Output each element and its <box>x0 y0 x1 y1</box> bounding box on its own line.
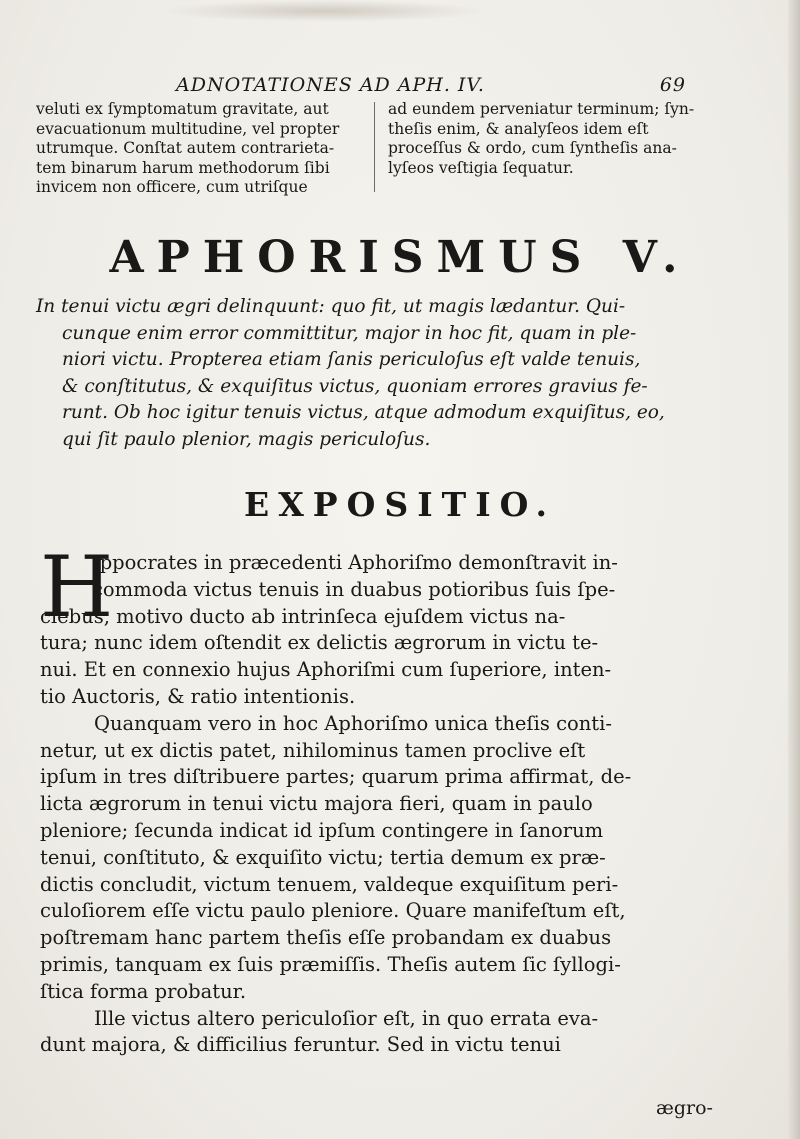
page-binding-edge <box>788 0 800 1139</box>
annotation-line: evacuationum multitudine, vel propter <box>36 119 340 138</box>
exposition-line: dictis concludit, victum tenuem, valdeque exquiſitum peri- <box>40 872 619 896</box>
exposition-line: culoſiorem eſſe victu paulo pleniore. Quare manifeſtum eſt, <box>40 899 626 923</box>
annotation-line: utrumque. Conſtat autem contrarieta- <box>36 139 335 157</box>
page-number: 69 <box>659 74 686 96</box>
annotation-left-column <box>36 100 360 198</box>
aphorism-line: cunque enim error committitur, major in hoc fit, quam in ple- <box>62 322 637 344</box>
exposition-line: licta ægrorum in tenui victu majora fieri, quam in paulo <box>40 792 593 816</box>
annotation-line: invicem non officere, cum utriſque <box>36 178 308 196</box>
annotation-line: lyſeos veſtigia ſequatur. <box>388 158 574 177</box>
page-stain <box>160 0 490 22</box>
aphorism-title: APHORISMUS V. <box>109 232 691 283</box>
catchword: ægro- <box>656 1097 713 1119</box>
exposition-line: netur, ut ex dictis patet, nihilominus tamen proclive eſt <box>40 738 586 762</box>
aphorism-line: runt. Ob hoc igitur tenuis victus, atque admodum exquiſitus, eo, <box>62 402 665 423</box>
exposition-line: ipſum in tres diſtribuere partes; quarum prima affirmat, de- <box>40 765 632 789</box>
exposition-line: pleniore; ſecunda indicat id ipſum contingere in ſanorum <box>40 818 604 842</box>
exposition-line: primis, tanquam ex ſuis præmiſſis. Theſis autem ſic ſyllogi- <box>40 952 621 976</box>
annotation-columns <box>36 100 716 196</box>
exposition-line: Ille victus altero periculoſior eſt, in quo errata eva- <box>94 1006 599 1030</box>
exposition-line: Ippocrates in præcedenti Aphoriſmo demonſtravit in- <box>92 551 618 574</box>
exposition-text <box>40 538 712 1059</box>
column-divider <box>374 102 375 192</box>
exposition-line: ſtica forma probatur. <box>40 979 247 1003</box>
aphorism-line: & conſtitutus, & exquiſitus victus, quoniam errores gravius fe- <box>62 375 648 397</box>
aphorism-line: In tenui victu ægri delinquunt: quo fit, ut magis lædantur. Qui- <box>36 296 626 317</box>
running-header <box>176 74 686 100</box>
exposition-line: ciebus, motivo ducto ab intrinſeca ejuſdem victus na- <box>40 604 566 628</box>
aphorism-text <box>36 294 722 453</box>
annotation-line: proceſſus & ordo, cum ſyntheſis ana- <box>388 139 677 157</box>
annotation-right-column <box>388 100 712 178</box>
exposition-line: Quanquam vero in hoc Aphoriſmo unica theſis conti- <box>94 711 612 735</box>
exposition-line: tio Auctoris, & ratio intentionis. <box>40 684 356 708</box>
aphorism-line: qui ſit paulo plenior, magis periculoſus. <box>62 428 431 450</box>
exposition-line: nui. Et en connexio hujus Aphoriſmi cum ſuperiore, inten- <box>40 658 612 682</box>
annotation-line: theſis enim, & analyſeos idem eſt <box>388 119 649 138</box>
drop-cap: H <box>40 538 114 636</box>
exposition-line: poſtremam hanc partem theſis eſſe probandam ex duabus <box>40 926 612 950</box>
annotation-line: ad eundem perveniatur terminum; ſyn- <box>388 100 695 118</box>
annotation-line: tem binarum harum methodorum ſibi <box>36 158 330 177</box>
running-title: ADNOTATIONES AD APH. IV. <box>176 74 485 96</box>
exposition-line: commoda victus tenuis in duabus potioribus ſuis ſpe- <box>92 577 616 601</box>
exposition-line: tenui, conſtituto, & exquiſito victu; tertia demum ex præ- <box>40 845 606 869</box>
aphorism-line: niori victu. Propterea etiam ſanis periculoſus eſt valde tenuis, <box>62 349 641 370</box>
annotation-line: veluti ex ſymptomatum gravitate, aut <box>36 100 329 118</box>
exposition-title: EXPOSITIO. <box>244 485 556 524</box>
exposition-line: dunt majora, & difficilius feruntur. Sed in victu tenui <box>40 1033 561 1057</box>
exposition-line: tura; nunc idem oſtendit ex delictis ægrorum in victu te- <box>40 631 599 655</box>
